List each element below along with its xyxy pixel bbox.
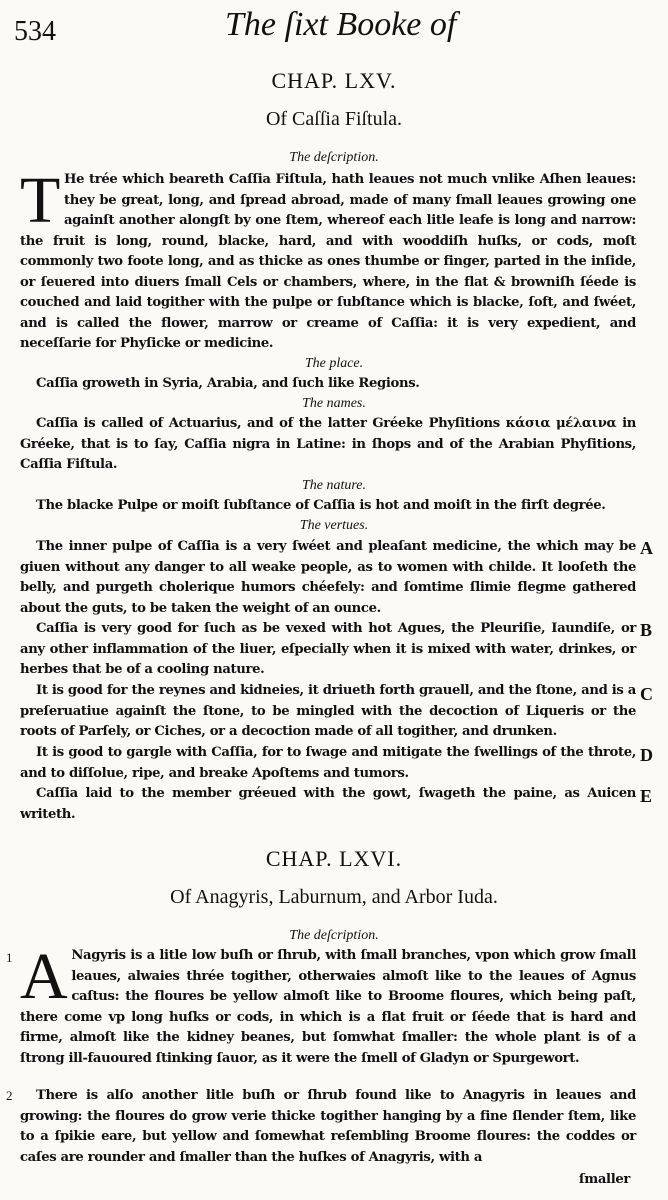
margin-letter-d: D [640,745,653,765]
description-66-paragraph-1 [20,940,636,1069]
margin-letter-e: E [640,786,653,806]
margin-letter-a: A [640,538,653,558]
names-text: Caſſia is called of Actuarius, and of the latter Gréeke Phyſitions κάσια μέλαινα in Gréeke, that is to ſay, Caſſia nigra in Latine: in ſhops and of the Arabian Phyſitions, Caſſia Fiſtula. [20,416,636,472]
vertues-label: The vertues. [299,518,369,533]
chapter-66-title: Of Anagyris, Laburnum, and Arbor Iuda. [170,886,498,908]
margin-letter-c: C [640,684,653,704]
description-label: The deſcription. [289,150,379,165]
item-number-2: 2 [6,1088,13,1103]
vertue-c-text: It is good for the reynes and kidneies, it driueth forth grauell, and the ſtone, and is a preſeruatiue againſt the ſtone, to be mingled with the decoction of Liqueris or the roots of Parſely, or Ciches, or a decoction made of all togither, and drunken. [20,683,636,739]
catchword: ſmaller [578,1172,630,1187]
page-number: 534 [14,16,56,47]
names-label: The names. [302,396,366,411]
chapter-65-title: Of Caſſia Fiſtula. [265,108,403,130]
vertue-d-text: It is good to gargle with Caſſia, for to ſwage and mitigate the ſwellings of the throte, and to diſſolue, ripe, and breake Apoſtems and tumors. [20,745,636,781]
place-label: The place. [304,356,364,371]
nature-text: The blacke Pulpe or moiſt ſubſtance of Caſſia is hot and moiſt in the firſt degrée. [36,498,606,513]
description-66-text-1: Nagyris is a litle low buſh or ſhrub, with ſmall branches, vpon which grow ſmall leaues, alwaies thrée togither, otherwaies almoſt like to the leaues of Agnus caſtus: the floures be yellow almoſt like to Broome floures, which being paſt, there come vp long huſks or cods, in which is a flat fruit or ſéede that is hard and firme, almoſt like the kidney beanes, but ſomwhat ſmaller: the whole plant is of a ſtrong ill-fauoured ſtinking ſauor, as it were the ſmell of Gladyn or Spurgewort. [20,948,636,1066]
drop-cap-a: A [20,940,68,1013]
place-text: Caſſia groweth in Syria, Arabia, and ſuch like Regions. [36,376,420,391]
vertue-a-text: The inner pulpe of Caſſia is a very ſwéet and pleaſant medicine, the which may be giuen without any danger to all weake people, as to women with childe. It looſeth the belly, and purgeth cholerique humors chéefely: and ſomtime ſlimie flegme gathered about the guts, to be taken the weight of an ounce. [20,539,636,616]
chapter-66-heading: CHAP. LXVI. [265,846,403,871]
running-title: The ſixt Booke of [225,6,457,43]
item-number-1: 1 [6,950,13,965]
chapter-65-heading: CHAP. LXV. [271,68,397,93]
drop-cap-t: T [20,164,60,237]
nature-label: The nature. [301,478,367,493]
description-66-text-2: There is alſo another litle buſh or ſhrub found like to Anagyris in leaues and growing: the floures do grow verie thicke togither hanging by a fine ſlender ſtem, like to a ſpikie eare, but yellow and ſomewhat reſembling Broome floures: the coddes or caſes are rounder and ſmaller than the huſkes of Anagyris, with a [20,1088,636,1165]
description-paragraph [20,164,636,355]
margin-letter-b: B [640,620,653,640]
vertue-e-text: Caſſia laid to the member gréeued with the gowt, ſwageth the paine, as Auicen writeth. [20,786,636,822]
vertue-b-text: Caſſia is very good for ſuch as be vexed with hot Agues, the Pleuriſie, Iaundiſe, or any other inflammation of the liuer, eſpecially when it is mixed with water, drinkes, or herbes that be of a cooling nature. [20,621,636,677]
description-text: He trée which beareth Caſſia Fiſtula, hath leaues not much vnlike Aſhen leaues: they be great, long, and ſpread abroad, made of many ſmall leaues growing one againſt another alongſt by one ſtem, whereof each litle leafe is long and narrow: the fruit is long, round, blacke, hard, and with wooddiſh huſks, or cods, moſt commonly two foote long, and as thicke as ones thumbe or finger, parted in the inſide, or ſeuered into diuers ſmall Cels or chambers, where, in the flat & browniſh ſéede is couched and laid togither with the pulpe or ſubſtance which is blacke, ſoft, and ſwéet, and is called the flower, marrow or creame of Caſſia: it is very expedient, and neceſſarie for Phyſicke or medicine. [20,172,636,351]
description-label-66: The deſcription. [289,928,379,943]
